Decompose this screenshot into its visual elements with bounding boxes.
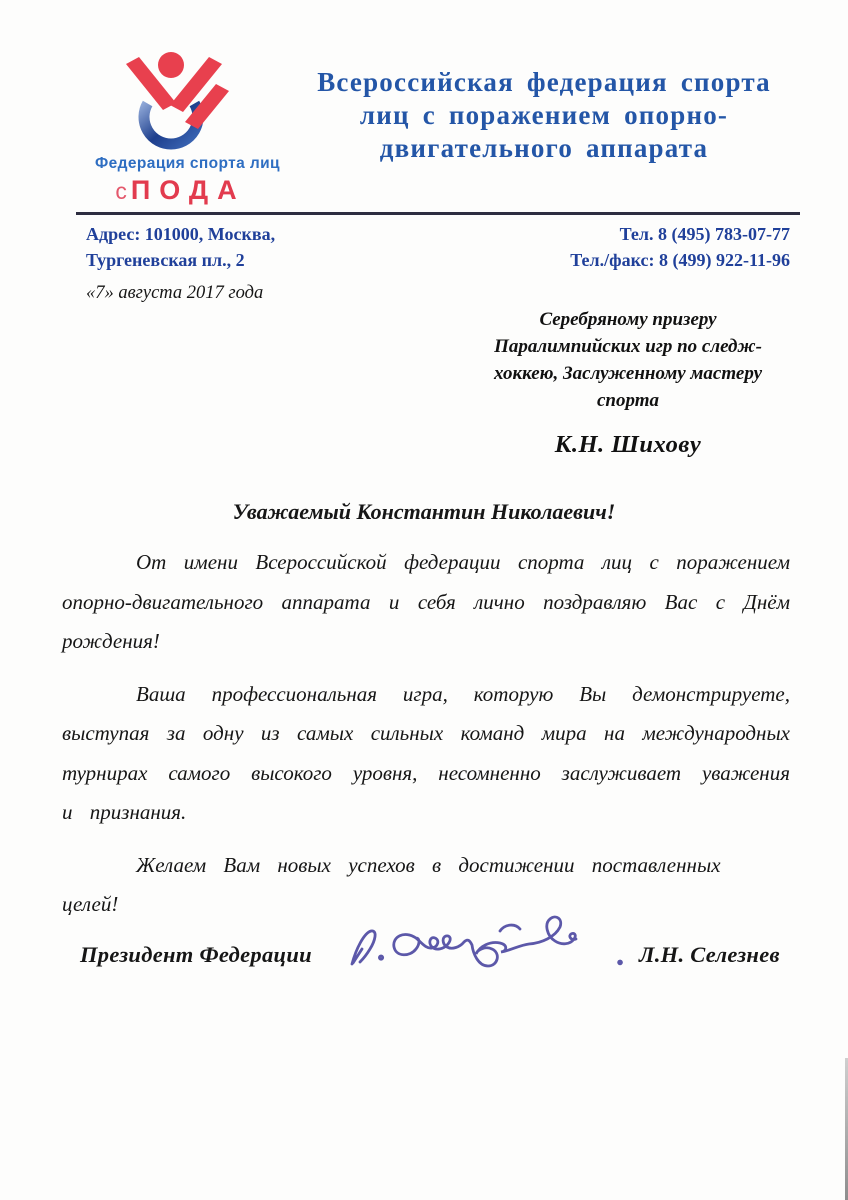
phone-block — [570, 221, 790, 273]
phone-line: Тел. 8 (495) 783-07-77 — [619, 224, 790, 244]
title-line: Всероссийская федерация спорта — [317, 67, 771, 97]
recipient-line: хоккею, Заслуженному мастеру — [493, 363, 763, 384]
letter-body — [62, 543, 790, 938]
address-line: Тургеневская пл., 2 — [86, 250, 245, 270]
address-line: Адрес: 101000, Москва, — [86, 224, 276, 244]
recipient-line: Серебряному призеру — [539, 309, 717, 330]
recipient-line: Паралимпийских игр по следж- — [494, 336, 762, 357]
address-block — [86, 221, 275, 273]
federation-logo — [85, 48, 290, 209]
organization-title — [294, 66, 794, 165]
title-line: двигательного аппарата — [379, 133, 709, 163]
logo-acronym-prefix: с — [115, 178, 131, 204]
logo-caption: Федерация спорта лиц — [95, 155, 280, 172]
salutation: Уважаемый Константин Николаевич! — [232, 499, 616, 524]
recipient-block — [460, 306, 796, 458]
header-divider — [76, 212, 800, 215]
recipient-name: К.Н. Шихову — [554, 431, 702, 458]
logo-acronym-main: ПОДА — [130, 175, 246, 205]
letter-date: «7» августа 2017 года — [86, 283, 264, 303]
recipient-line: спорта — [596, 390, 660, 411]
body-paragraph: Ваша профессиональная игра, которую Вы демонстрируете, выступая за одну из самых сильных команд мира на международных турнирах самого высокого уровня, несомненно заслуживает уважения и признания. — [62, 681, 790, 824]
body-paragraph: Желаем Вам новых успехов в достижении поставленных целей! — [62, 852, 721, 916]
body-paragraph: От имени Всероссийской федерации спорта лиц с поражением опорно-двигательного аппарата и себя лично поздравляю Вас с Днём рождения! — [62, 550, 790, 653]
phone-line: Тел./факс: 8 (499) 922-11-96 — [570, 250, 790, 270]
signature-name: Л.Н. Селезнев — [639, 942, 780, 967]
logo-acronym — [85, 176, 276, 209]
title-line: лиц с поражением опорно- — [359, 100, 729, 130]
signature-position-title: Президент Федерации — [80, 942, 312, 967]
logo-emblem-icon — [88, 48, 288, 153]
handwritten-signature — [328, 893, 628, 988]
